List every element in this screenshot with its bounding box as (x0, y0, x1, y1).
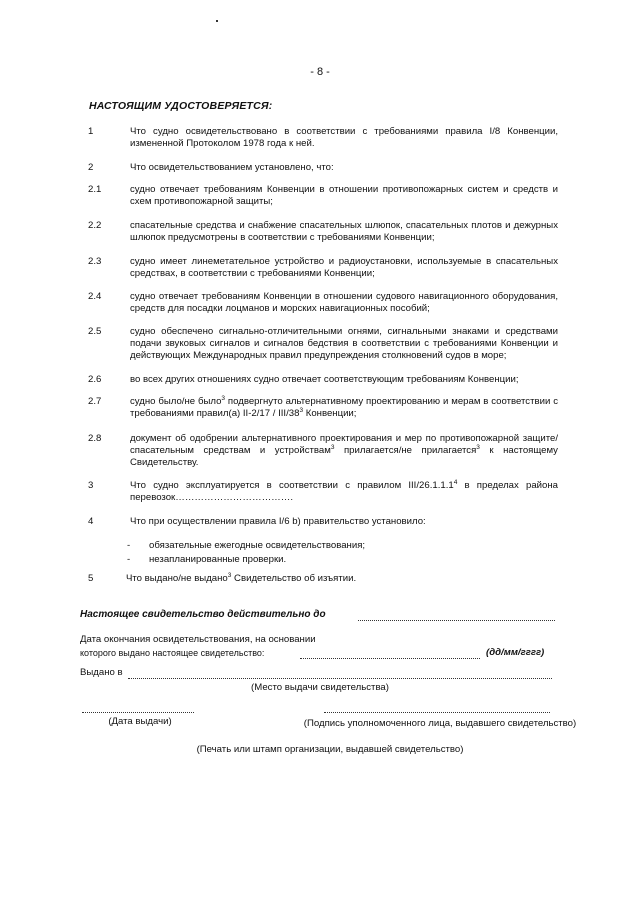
clause-text: Что освидетельствованием установлено, что: (130, 162, 334, 173)
clause-number: 2.8 (88, 433, 102, 444)
clause-text: судно обеспечено сигнально-отличительными огнями, сигнальными знаками и средствами подачи звуковых сигналов и сигналов бедствия в соответствии с требованиями Конвенции и действующих Международных правил предупреждения столкновений судов в море; (130, 326, 558, 361)
clause-number: 2.2 (88, 220, 102, 231)
signature-field[interactable] (324, 712, 550, 713)
issued-at-field[interactable] (128, 678, 552, 679)
seal-caption: (Печать или штамп организации, выдавшей свидетельство) (196, 744, 464, 755)
certification-heading: НАСТОЯЩИМ УДОСТОВЕРЯЕТСЯ: (89, 100, 273, 112)
scan-speck (216, 20, 218, 22)
clause-text: судно отвечает требованиям Конвенции в отношении судового навигационного оборудования, средств для посадки лоцманов и морских навигационных пособий; (130, 291, 558, 314)
completion-line1: Дата окончания освидетельствования, на основании (80, 634, 316, 645)
clause-number: 1 (88, 126, 94, 137)
clause-number: 2.6 (88, 374, 102, 385)
clause-number: 2 (88, 162, 94, 173)
completion-label: которого выдано настоящее свидетельство: (80, 648, 265, 658)
clause-number: 2.4 (88, 291, 102, 302)
valid-until-field[interactable] (358, 620, 555, 621)
list-item: - обязательные ежегодные освидетельствования; (127, 540, 366, 551)
clause-number: 5 (88, 573, 94, 584)
clause-number: 3 (88, 480, 94, 491)
issue-date-caption: (Дата выдачи) (108, 716, 172, 727)
completion-date-field[interactable] (300, 658, 480, 659)
clause-text: судно имеет линеметательное устройство и радиоустановки, используемые в спасательных средствах, в соответствии с требованиями Конвенции; (130, 256, 558, 279)
clause-number: 2.3 (88, 256, 102, 267)
issue-date-field[interactable] (82, 712, 194, 713)
valid-until-row (80, 609, 555, 623)
date-format: (дд/мм/гггг) (486, 647, 545, 658)
page-number: - 8 - (310, 66, 330, 78)
clause-text: судно было/не было$^3$ подвергнуто альтернативному проектированию и мерам в соответствии с требованиями правил(а) II-2/17 / III/$38^3$ Конвенции; (130, 395, 558, 419)
clause-text: спасательные средства и снабжение спасательных шлюпок, спасательных плотов и дежурных шлюпок предусмотрены в соответствии с требованиями Конвенции; (130, 220, 558, 243)
clause-text: документ об одобрении альтернативного проектирования и мер по противопожарной защите/спасательным средствам и устройствам$^3$ прилагается/не прилагается$^3$ к настоящему Свидетельству. (130, 433, 558, 468)
issued-at-label: Выдано в (80, 667, 123, 678)
completion-row (80, 647, 560, 661)
clause-text: Что при осуществлении правила I/6 b) правительство установило: (130, 516, 426, 527)
clause-text: судно отвечает требованиям Конвенции в отношении противопожарных систем и средств и схем противопожарной защиты; (130, 184, 558, 207)
clause-text: Что судно эксплуатируется в соответствии с правилом III/26.1.1.1$^4$ в пределах района перевозок………………………………. (130, 479, 559, 503)
clause-text: во всех других отношениях судно отвечает соответствующим требованиям Конвенции; (130, 374, 519, 385)
issued-at-row (80, 667, 560, 681)
clause-number: 2.7 (88, 396, 102, 407)
list-item: - незапланированные проверки. (127, 554, 287, 565)
clause-number: 2.1 (88, 184, 102, 195)
valid-until-label: Настоящее свидетельство действительно до (80, 609, 326, 620)
clause-number: 4 (88, 516, 94, 527)
clause-number: 2.5 (88, 326, 102, 337)
signature-caption: (Подпись уполномоченного лица, выдавшего свидетельство) (303, 718, 577, 729)
clause-text: Что выдано/не выдано$^3$ Свидетельство об изъятии. (126, 572, 357, 584)
clause-text: Что судно освидетельствовано в соответствии с требованиями правила I/8 Конвенции, измененной Протоколом 1978 года к ней. (130, 126, 558, 149)
issued-place-caption: (Место выдачи свидетельства) (251, 682, 389, 693)
inspection-list (127, 540, 547, 568)
